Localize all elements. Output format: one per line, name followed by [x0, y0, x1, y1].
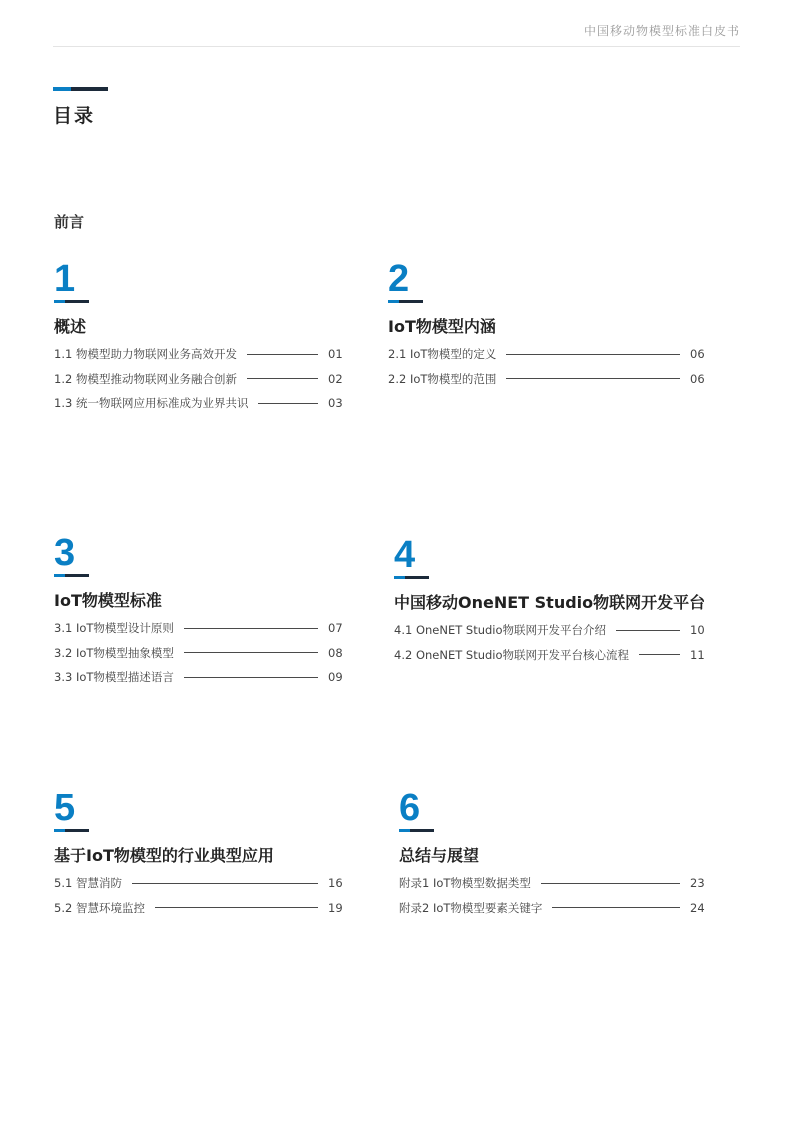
- toc-entry[interactable]: [399, 896, 706, 921]
- toc-entry[interactable]: [399, 871, 706, 896]
- chapter-number: 6: [399, 787, 421, 829]
- leader-line: [132, 883, 318, 884]
- document-header-title: 中国移动物模型标准白皮书: [583, 24, 740, 38]
- leader-line: [184, 652, 318, 653]
- leader-line: [247, 378, 318, 379]
- chapter-3: [54, 534, 344, 690]
- toc-entry[interactable]: [388, 367, 706, 392]
- toc-entry[interactable]: [54, 665, 344, 690]
- toc-entry-page: 07: [328, 621, 343, 636]
- toc-entry-label: 附录2 IoT物模型要素关键字: [399, 900, 543, 915]
- leader-line: [184, 677, 318, 678]
- toc-entry[interactable]: [54, 391, 344, 416]
- toc-entry-page: 10: [690, 623, 705, 638]
- toc-entry-label: 附录1 IoT物模型数据类型: [399, 876, 531, 891]
- chapter-6: [399, 789, 706, 920]
- toc-entry[interactable]: [54, 871, 344, 896]
- toc-entry-label: 2.1 IoT物模型的定义: [388, 347, 497, 362]
- toc-entry-label: 3.1 IoT物模型设计原则: [54, 621, 174, 636]
- chapter-title[interactable]: IoT物模型标准: [54, 591, 162, 610]
- toc-entry-label: 1.3 统一物联网应用标准成为业界共识: [54, 396, 249, 411]
- leader-line: [184, 628, 318, 629]
- toc-entry-page: 02: [328, 371, 343, 386]
- chapter-title[interactable]: IoT物模型内涵: [388, 317, 496, 336]
- toc-heading: 目录: [53, 105, 96, 127]
- chapter-title[interactable]: 概述: [54, 317, 87, 336]
- toc-entry-page: 09: [328, 670, 343, 685]
- toc-entry-page: 03: [328, 396, 343, 411]
- toc-entry-label: 3.2 IoT物模型抽象模型: [54, 645, 174, 660]
- toc-preface-link[interactable]: 前言: [54, 213, 85, 231]
- toc-entry-label: 5.1 智慧消防: [54, 876, 122, 891]
- toc-entry-page: 06: [690, 347, 705, 362]
- leader-line: [155, 907, 318, 908]
- chapter-accent-bar: [394, 576, 429, 579]
- chapter-2: [388, 260, 706, 391]
- toc-entry[interactable]: [54, 896, 344, 921]
- chapter-number: 2: [388, 258, 410, 300]
- leader-line: [506, 354, 680, 355]
- toc-entry[interactable]: [394, 643, 706, 668]
- leader-line: [541, 883, 680, 884]
- toc-entry-page: 23: [690, 876, 705, 891]
- chapter-title[interactable]: 中国移动OneNET Studio物联网开发平台: [394, 593, 706, 612]
- chapter-number: 5: [54, 787, 76, 829]
- toc-entry-label: 2.2 IoT物模型的范围: [388, 371, 497, 386]
- toc-entry[interactable]: [54, 641, 344, 666]
- toc-entry-page: 08: [328, 645, 343, 660]
- chapter-accent-bar: [54, 300, 89, 303]
- toc-entry-label: 4.2 OneNET Studio物联网开发平台核心流程: [394, 647, 630, 662]
- chapter-number: 1: [54, 258, 76, 300]
- toc-entry[interactable]: [388, 342, 706, 367]
- header-divider: [53, 46, 740, 47]
- toc-entry-page: 16: [328, 876, 343, 891]
- chapter-accent-bar: [54, 829, 89, 832]
- chapter-accent-bar: [388, 300, 423, 303]
- toc-entry-label: 1.2 物模型推动物联网业务融合创新: [54, 371, 237, 386]
- toc-entry-page: 06: [690, 371, 705, 386]
- chapter-accent-bar: [54, 574, 89, 577]
- leader-line: [258, 403, 318, 404]
- toc-entry[interactable]: [54, 367, 344, 392]
- toc-entry[interactable]: [54, 342, 344, 367]
- leader-line: [639, 654, 680, 655]
- chapter-4: [394, 536, 706, 667]
- toc-entry[interactable]: [54, 616, 344, 641]
- chapter-number: 3: [54, 532, 76, 574]
- chapter-1: [54, 260, 344, 416]
- toc-entry-label: 4.1 OneNET Studio物联网开发平台介绍: [394, 623, 607, 638]
- chapter-title[interactable]: 总结与展望: [399, 846, 480, 865]
- toc-entry-page: 01: [328, 347, 343, 362]
- toc-entry-page: 11: [690, 647, 705, 662]
- chapter-5: [54, 789, 344, 920]
- chapter-accent-bar: [399, 829, 434, 832]
- leader-line: [506, 378, 680, 379]
- leader-line: [552, 907, 680, 908]
- toc-entry-page: 19: [328, 900, 343, 915]
- chapter-number: 4: [394, 534, 416, 576]
- toc-accent-bar: [53, 87, 108, 91]
- leader-line: [616, 630, 680, 631]
- toc-entry-label: 1.1 物模型助力物联网业务高效开发: [54, 347, 237, 362]
- chapter-title[interactable]: 基于IoT物模型的行业典型应用: [54, 846, 274, 865]
- leader-line: [247, 354, 318, 355]
- toc-entry-label: 5.2 智慧环境监控: [54, 900, 145, 915]
- toc-entry-label: 3.3 IoT物模型描述语言: [54, 670, 174, 685]
- toc-entry[interactable]: [394, 618, 706, 643]
- toc-entry-page: 24: [690, 900, 705, 915]
